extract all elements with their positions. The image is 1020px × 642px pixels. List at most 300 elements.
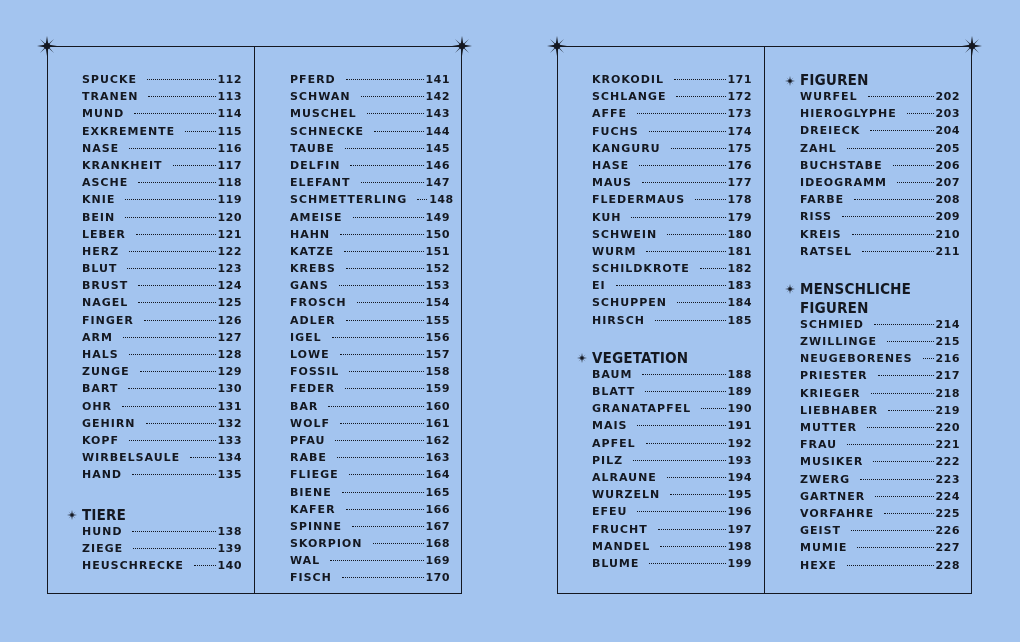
index-entry (592, 368, 752, 385)
entry-term: ELEFANT (290, 176, 351, 190)
index-entry (82, 542, 242, 559)
entry-term: MAUS (592, 176, 632, 190)
entry-term: ZUNGE (82, 365, 130, 379)
entry-page-number: 163 (425, 451, 450, 465)
dot-leader (701, 408, 725, 409)
entry-term: SCHMIED (800, 317, 864, 331)
dot-leader (670, 494, 725, 495)
entry-term: SCHILDKROTE (592, 262, 690, 276)
entry-page-number: 185 (727, 313, 752, 327)
dot-leader (854, 199, 933, 200)
entry-page-number: 207 (935, 175, 960, 189)
dot-leader (125, 199, 215, 200)
dot-leader (349, 371, 423, 372)
entry-page-number: 144 (425, 124, 450, 138)
dot-leader (328, 406, 423, 407)
index-entry (82, 159, 242, 176)
index-entry (82, 107, 242, 124)
dot-leader (357, 302, 424, 303)
dot-leader (700, 268, 726, 269)
dot-leader (857, 547, 933, 548)
index-entry (800, 124, 960, 141)
entry-page-number: 176 (727, 158, 752, 172)
star-burst-icon (785, 284, 795, 294)
index-entry (592, 90, 752, 107)
index-entry (800, 335, 960, 352)
entry-term: PILZ (592, 453, 624, 467)
index-entry (290, 468, 450, 485)
entry-page-number: 161 (425, 416, 450, 430)
star-burst-icon (67, 510, 77, 520)
entry-page-number: 147 (425, 176, 450, 190)
entry-page-number: 129 (217, 365, 242, 379)
entry-page-number: 190 (727, 402, 752, 416)
entry-term: KNIE (82, 193, 116, 207)
entry-page-number: 178 (727, 193, 752, 207)
entry-page-number: 152 (425, 262, 450, 276)
index-entry (290, 331, 450, 348)
dot-leader (873, 461, 933, 462)
entry-term: AMEISE (290, 210, 343, 224)
entry-term: SKORPION (290, 537, 363, 551)
index-entry (592, 419, 752, 436)
dot-leader (346, 320, 424, 321)
index-entry (592, 402, 752, 419)
entry-term: FISCH (290, 571, 332, 585)
entry-page-number: 135 (217, 468, 242, 482)
entry-page-number: 226 (935, 524, 960, 538)
entry-page-number: 205 (935, 141, 960, 155)
dot-leader (655, 320, 726, 321)
dot-leader (646, 251, 725, 252)
entry-page-number: 196 (727, 505, 752, 519)
entry-term: GEIST (800, 524, 842, 538)
entry-term: MUMIE (800, 541, 848, 555)
entry-page-number: 124 (217, 279, 242, 293)
section-heading (785, 71, 960, 90)
entry-term: ZWERG (800, 472, 851, 486)
entry-page-number: 167 (425, 519, 450, 533)
section-heading (785, 280, 960, 318)
entry-term: ZAHL (800, 141, 837, 155)
entry-term: GARTNER (800, 489, 866, 503)
dot-leader (134, 113, 215, 114)
entry-term: EXKREMENTE (82, 124, 176, 138)
entry-page-number: 120 (217, 210, 242, 224)
index-entry (290, 245, 450, 262)
dot-leader (367, 113, 424, 114)
index-entry (592, 523, 752, 540)
entry-page-number: 182 (727, 262, 752, 276)
entry-term: MUTTER (800, 421, 858, 434)
entry-term: LEBER (82, 227, 126, 241)
index-entry (592, 125, 752, 142)
entry-term: FOSSIL (290, 365, 340, 379)
entry-term: KATZE (290, 244, 335, 258)
index-entry (290, 90, 450, 107)
index-column (290, 73, 454, 589)
entry-term: AFFE (592, 107, 628, 121)
index-entry (592, 142, 752, 159)
dot-leader (875, 496, 933, 497)
dot-leader (173, 165, 216, 166)
dot-leader (342, 492, 424, 493)
dot-leader (645, 391, 725, 392)
entry-term: GANS (290, 279, 329, 293)
dot-leader (361, 96, 424, 97)
index-entry (290, 554, 450, 571)
section-heading (67, 506, 242, 525)
dot-leader (884, 513, 933, 514)
dot-leader (123, 337, 216, 338)
dot-leader (346, 268, 424, 269)
entry-term: LIEBHABER (800, 403, 879, 417)
entry-page-number: 119 (217, 193, 242, 207)
entry-term: BEIN (82, 210, 116, 224)
index-entry (82, 90, 242, 107)
entry-page-number: 112 (217, 73, 242, 86)
entry-term: WAL (290, 554, 321, 568)
index-entry (800, 318, 960, 335)
entry-page-number: 145 (425, 141, 450, 155)
index-entry (592, 73, 752, 90)
entry-term: WURZELN (592, 488, 661, 502)
entry-term: FLEDERMAUS (592, 193, 686, 207)
index-entry (592, 107, 752, 124)
entry-page-number: 195 (727, 488, 752, 502)
index-entry (592, 245, 752, 262)
entry-term: SCHWAN (290, 90, 351, 104)
section-title: VEGETATION (592, 348, 689, 367)
frame-top-rule (556, 46, 970, 47)
index-entry (800, 369, 960, 386)
dot-leader (194, 565, 216, 566)
index-entry (82, 262, 242, 279)
entry-term: NASE (82, 141, 120, 155)
index-entry (290, 262, 450, 279)
entry-page-number: 141 (425, 73, 450, 86)
entry-term: HASE (592, 158, 630, 172)
dot-leader (132, 474, 215, 475)
entry-page-number: 131 (217, 399, 242, 413)
index-entry (290, 520, 450, 537)
entry-list (290, 73, 454, 589)
dot-leader (637, 511, 725, 512)
dot-leader (353, 217, 424, 218)
entry-term: KAFER (290, 502, 336, 516)
entry-term: FROSCH (290, 296, 347, 310)
dot-leader (860, 479, 933, 480)
index-entry (82, 73, 242, 90)
entry-term: ALRAUNE (592, 470, 657, 484)
entry-term: HUND (82, 524, 123, 538)
entry-page-number: 209 (935, 210, 960, 224)
index-entry (290, 211, 450, 228)
star-burst-icon (577, 353, 587, 363)
dot-leader (888, 410, 933, 411)
dot-leader (349, 474, 424, 475)
entry-page-number: 150 (425, 227, 450, 241)
dot-leader (649, 563, 725, 564)
dot-leader (695, 199, 725, 200)
dot-leader (637, 113, 725, 114)
entry-term: BAUM (592, 367, 633, 381)
star-burst-icon (547, 36, 567, 56)
frame-top-rule (46, 46, 460, 47)
entry-page-number: 221 (935, 438, 960, 452)
dot-leader (676, 96, 725, 97)
index-entry (290, 125, 450, 142)
index-entry (592, 540, 752, 557)
entry-term: RISS (800, 210, 832, 224)
index-entry (592, 193, 752, 210)
index-entry (800, 228, 960, 245)
entry-term: FRUCHT (592, 522, 648, 536)
entry-term: BAR (290, 399, 319, 413)
entry-list (800, 90, 960, 262)
dot-leader (340, 234, 423, 235)
entry-term: ZWILLINGE (800, 335, 878, 349)
entry-page-number: 154 (425, 296, 450, 310)
index-entry (82, 451, 242, 468)
dot-leader (642, 374, 725, 375)
dot-leader (852, 234, 934, 235)
dot-leader (340, 354, 424, 355)
entry-page-number: 181 (727, 244, 752, 258)
entry-term: NAGEL (82, 296, 129, 310)
dot-leader (868, 96, 934, 97)
entry-term: FUCHS (592, 124, 639, 138)
entry-page-number: 188 (727, 367, 752, 381)
entry-page-number: 177 (727, 176, 752, 190)
entry-term: FRAU (800, 438, 838, 452)
dot-leader (639, 165, 725, 166)
entry-term: MUSIKER (800, 455, 864, 469)
index-entry (82, 142, 242, 159)
dot-leader (148, 96, 215, 97)
entry-term: FEDER (290, 382, 336, 396)
index-entry (592, 557, 752, 574)
index-entry (290, 107, 450, 124)
entry-page-number: 172 (727, 90, 752, 104)
entry-term: APFEL (592, 436, 636, 450)
entry-page-number: 146 (425, 158, 450, 172)
entry-page-number: 224 (935, 489, 960, 503)
index-entry (290, 296, 450, 313)
entry-term: PFERD (290, 73, 336, 86)
entry-term: BLATT (592, 385, 636, 398)
dot-leader (133, 548, 215, 549)
entry-term: KREBS (290, 262, 336, 276)
entry-term: BIENE (290, 485, 332, 499)
entry-term: NEUGEBORENES (800, 352, 913, 366)
entry-term: SCHWEIN (592, 227, 658, 241)
dot-leader (660, 546, 725, 547)
entry-page-number: 210 (935, 227, 960, 241)
entry-page-number: 122 (217, 244, 242, 258)
index-entry (800, 387, 960, 404)
dot-leader (136, 234, 216, 235)
entry-term: MAIS (592, 419, 628, 433)
column-divider (764, 46, 765, 594)
index-entry (82, 365, 242, 382)
dot-leader (342, 577, 424, 578)
entry-term: LOWE (290, 348, 330, 361)
index-entry (800, 473, 960, 490)
dot-leader (129, 440, 216, 441)
dot-leader (346, 509, 424, 510)
index-entry (290, 314, 450, 331)
dot-leader (874, 324, 934, 325)
entry-term: KROKODIL (592, 73, 664, 86)
index-entry (800, 176, 960, 193)
index-entry (800, 159, 960, 176)
dot-leader (140, 371, 216, 372)
dot-leader (147, 79, 216, 80)
frame-right-rule (971, 46, 972, 594)
entry-term: RABE (290, 451, 327, 465)
dot-leader (887, 341, 933, 342)
entry-page-number: 216 (935, 352, 960, 366)
entry-term: SCHNECKE (290, 124, 365, 138)
dot-leader (128, 388, 215, 389)
dot-leader (129, 354, 216, 355)
entry-page-number: 142 (425, 90, 450, 104)
entry-term: DREIECK (800, 124, 861, 138)
entry-page-number: 121 (217, 227, 242, 241)
index-entry (800, 490, 960, 507)
entry-page-number: 148 (429, 193, 454, 207)
entry-term: KRIEGER (800, 386, 861, 400)
dot-leader (340, 423, 424, 424)
entry-term: WIRBELSAULE (82, 451, 181, 465)
dot-leader (677, 302, 726, 303)
entry-page-number: 130 (217, 382, 242, 396)
entry-term: WURFEL (800, 90, 858, 103)
entry-term: BRUST (82, 279, 129, 293)
index-entry (592, 385, 752, 402)
section-title-line: MENSCHLICHE (800, 279, 912, 298)
index-entry (290, 159, 450, 176)
entry-term: ASCHE (82, 176, 129, 190)
dot-leader (129, 251, 215, 252)
index-entry (592, 279, 752, 296)
index-entry (82, 245, 242, 262)
entry-page-number: 151 (425, 244, 450, 258)
dot-leader (122, 406, 216, 407)
index-entry (82, 417, 242, 434)
dot-leader (871, 393, 934, 394)
dot-leader (190, 457, 215, 458)
index-entry (290, 142, 450, 159)
section-title: TIERE (82, 505, 127, 524)
entry-list (800, 318, 960, 576)
index-entry (592, 437, 752, 454)
entry-page-number: 133 (217, 433, 242, 447)
index-entry (592, 296, 752, 313)
dot-leader (138, 302, 215, 303)
entry-list (82, 73, 242, 486)
frame-left-rule (557, 46, 558, 594)
dot-leader (671, 148, 726, 149)
entry-page-number: 215 (935, 335, 960, 349)
dot-leader (132, 531, 215, 532)
star-burst-icon (452, 36, 472, 56)
index-entry (82, 559, 242, 576)
entry-term: ARM (82, 330, 113, 344)
entry-page-number: 173 (727, 107, 752, 121)
dot-leader (923, 358, 934, 359)
dot-leader (332, 337, 424, 338)
dot-leader (185, 131, 215, 132)
index-entry (800, 438, 960, 455)
index-entry (290, 417, 450, 434)
index-entry (82, 211, 242, 228)
entry-page-number: 214 (935, 317, 960, 331)
entry-term: BLUT (82, 262, 118, 276)
index-entry (290, 400, 450, 417)
dot-leader (674, 79, 726, 80)
dot-leader (637, 425, 725, 426)
dot-leader (138, 285, 215, 286)
entry-page-number: 149 (425, 210, 450, 224)
dot-leader (127, 268, 215, 269)
dot-leader (893, 165, 934, 166)
index-entry (290, 486, 450, 503)
entry-page-number: 138 (217, 524, 242, 538)
entry-term: MUSCHEL (290, 107, 357, 121)
index-entry (290, 73, 450, 90)
entry-page-number: 134 (217, 451, 242, 465)
entry-term: IGEL (290, 330, 322, 344)
entry-term: FINGER (82, 313, 134, 327)
entry-term: SCHLANGE (592, 90, 667, 104)
dot-leader (373, 543, 424, 544)
entry-page-number: 125 (217, 296, 242, 310)
dot-leader (658, 529, 726, 530)
dot-leader (851, 530, 933, 531)
entry-page-number: 223 (935, 472, 960, 486)
dot-leader (667, 234, 725, 235)
entry-page-number: 228 (935, 558, 960, 572)
index-entry (592, 454, 752, 471)
dot-leader (345, 388, 423, 389)
entry-page-number: 156 (425, 330, 450, 344)
entry-page-number: 208 (935, 193, 960, 207)
entry-page-number: 166 (425, 502, 450, 516)
dot-leader (337, 457, 424, 458)
entry-term: BART (82, 382, 119, 396)
entry-term: GEHIRN (82, 416, 136, 430)
index-entry (800, 524, 960, 541)
entry-page-number: 140 (217, 558, 242, 572)
dot-leader (346, 79, 424, 80)
index-entry (800, 142, 960, 159)
entry-page-number: 218 (935, 386, 960, 400)
entry-term: SPUCKE (82, 73, 138, 86)
entry-page-number: 225 (935, 506, 960, 520)
entry-page-number: 197 (727, 522, 752, 536)
entry-page-number: 143 (425, 107, 450, 121)
entry-term: IDEOGRAMM (800, 175, 887, 189)
index-entry (290, 279, 450, 296)
entry-term: BUCHSTABE (800, 158, 883, 172)
entry-term: HIEROGLYPHE (800, 107, 897, 121)
entry-term: VORFAHRE (800, 506, 875, 520)
index-entry (592, 159, 752, 176)
entry-page-number: 116 (217, 141, 242, 155)
index-entry (800, 210, 960, 227)
